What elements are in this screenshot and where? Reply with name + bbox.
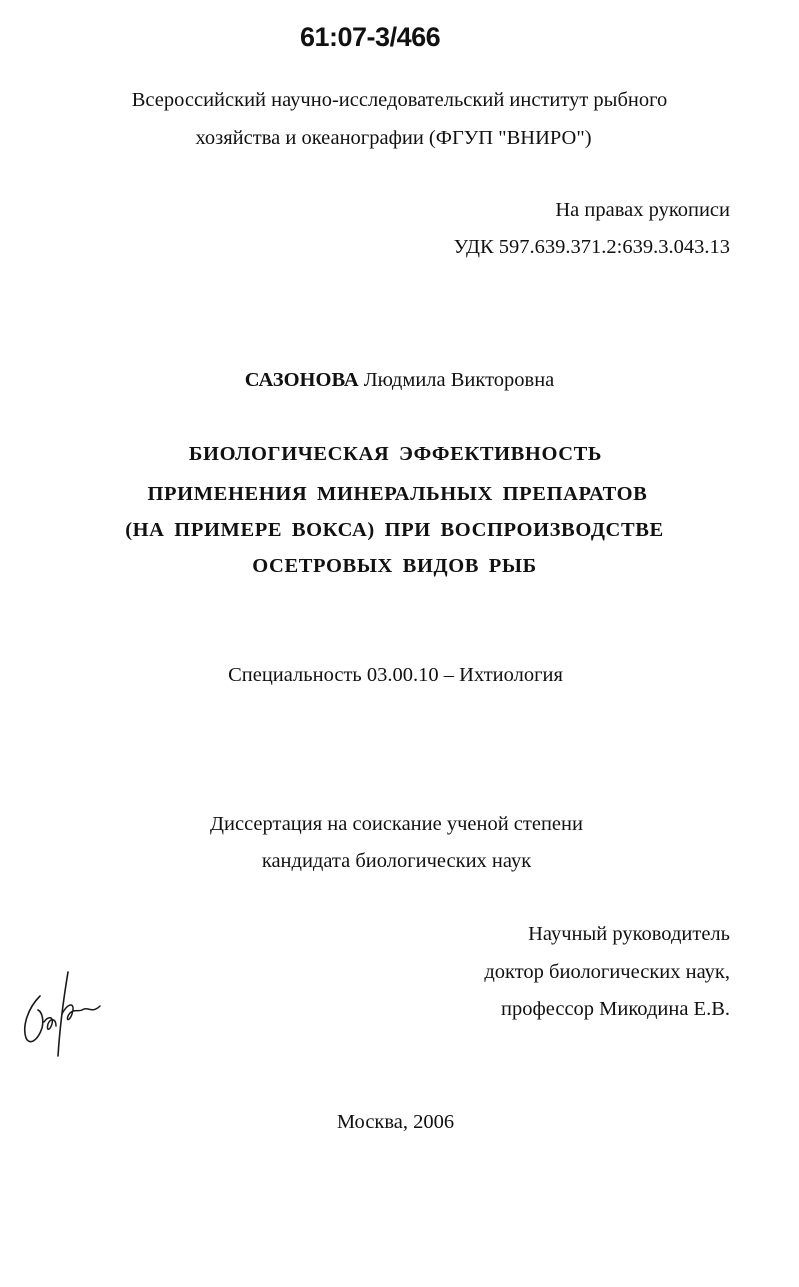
degree-line-1: Диссертация на соискание ученой степени (210, 813, 583, 835)
institution-line-1: Всероссийский научно-исследовательский институт рыбного (131, 89, 668, 111)
specialty: Специальность 03.00.10 – Ихтиология (228, 664, 563, 686)
udc-code: УДК 597.639.371.2:639.3.043.13 (453, 236, 730, 258)
title-line-2: ПРИМЕНЕНИЯ МИНЕРАЛЬНЫХ ПРЕПАРАТОВ (147, 483, 648, 505)
degree-line-2: кандидата биологических наук (261, 850, 532, 872)
handwritten-signature-icon (18, 966, 110, 1058)
supervisor-degree: доктор биологических наук, (484, 961, 730, 983)
institution-line-2: хозяйства и океанографии (ФГУП "ВНИРО") (195, 127, 592, 149)
author-name (0, 370, 799, 391)
supervisor-name: профессор Микодина Е.В. (500, 998, 730, 1020)
title-line-1: БИОЛОГИЧЕСКАЯ ЭФФЕКТИВНОСТЬ (188, 443, 603, 465)
place-and-year: Москва, 2006 (336, 1111, 455, 1133)
author-given-names: Людмила Викторовна (363, 369, 555, 391)
title-line-3: (НА ПРИМЕРЕ ВОКСА) ПРИ ВОСПРОИЗВОДСТВЕ (125, 519, 664, 541)
author-surname: САЗОНОВА (244, 369, 359, 391)
archive-stamp-number: 61:07-3/466 (300, 22, 441, 52)
supervisor-role: Научный руководитель (528, 923, 730, 945)
manuscript-rights: На правах рукописи (555, 199, 730, 221)
title-line-4: ОСЕТРОВЫХ ВИДОВ РЫБ (252, 555, 537, 577)
